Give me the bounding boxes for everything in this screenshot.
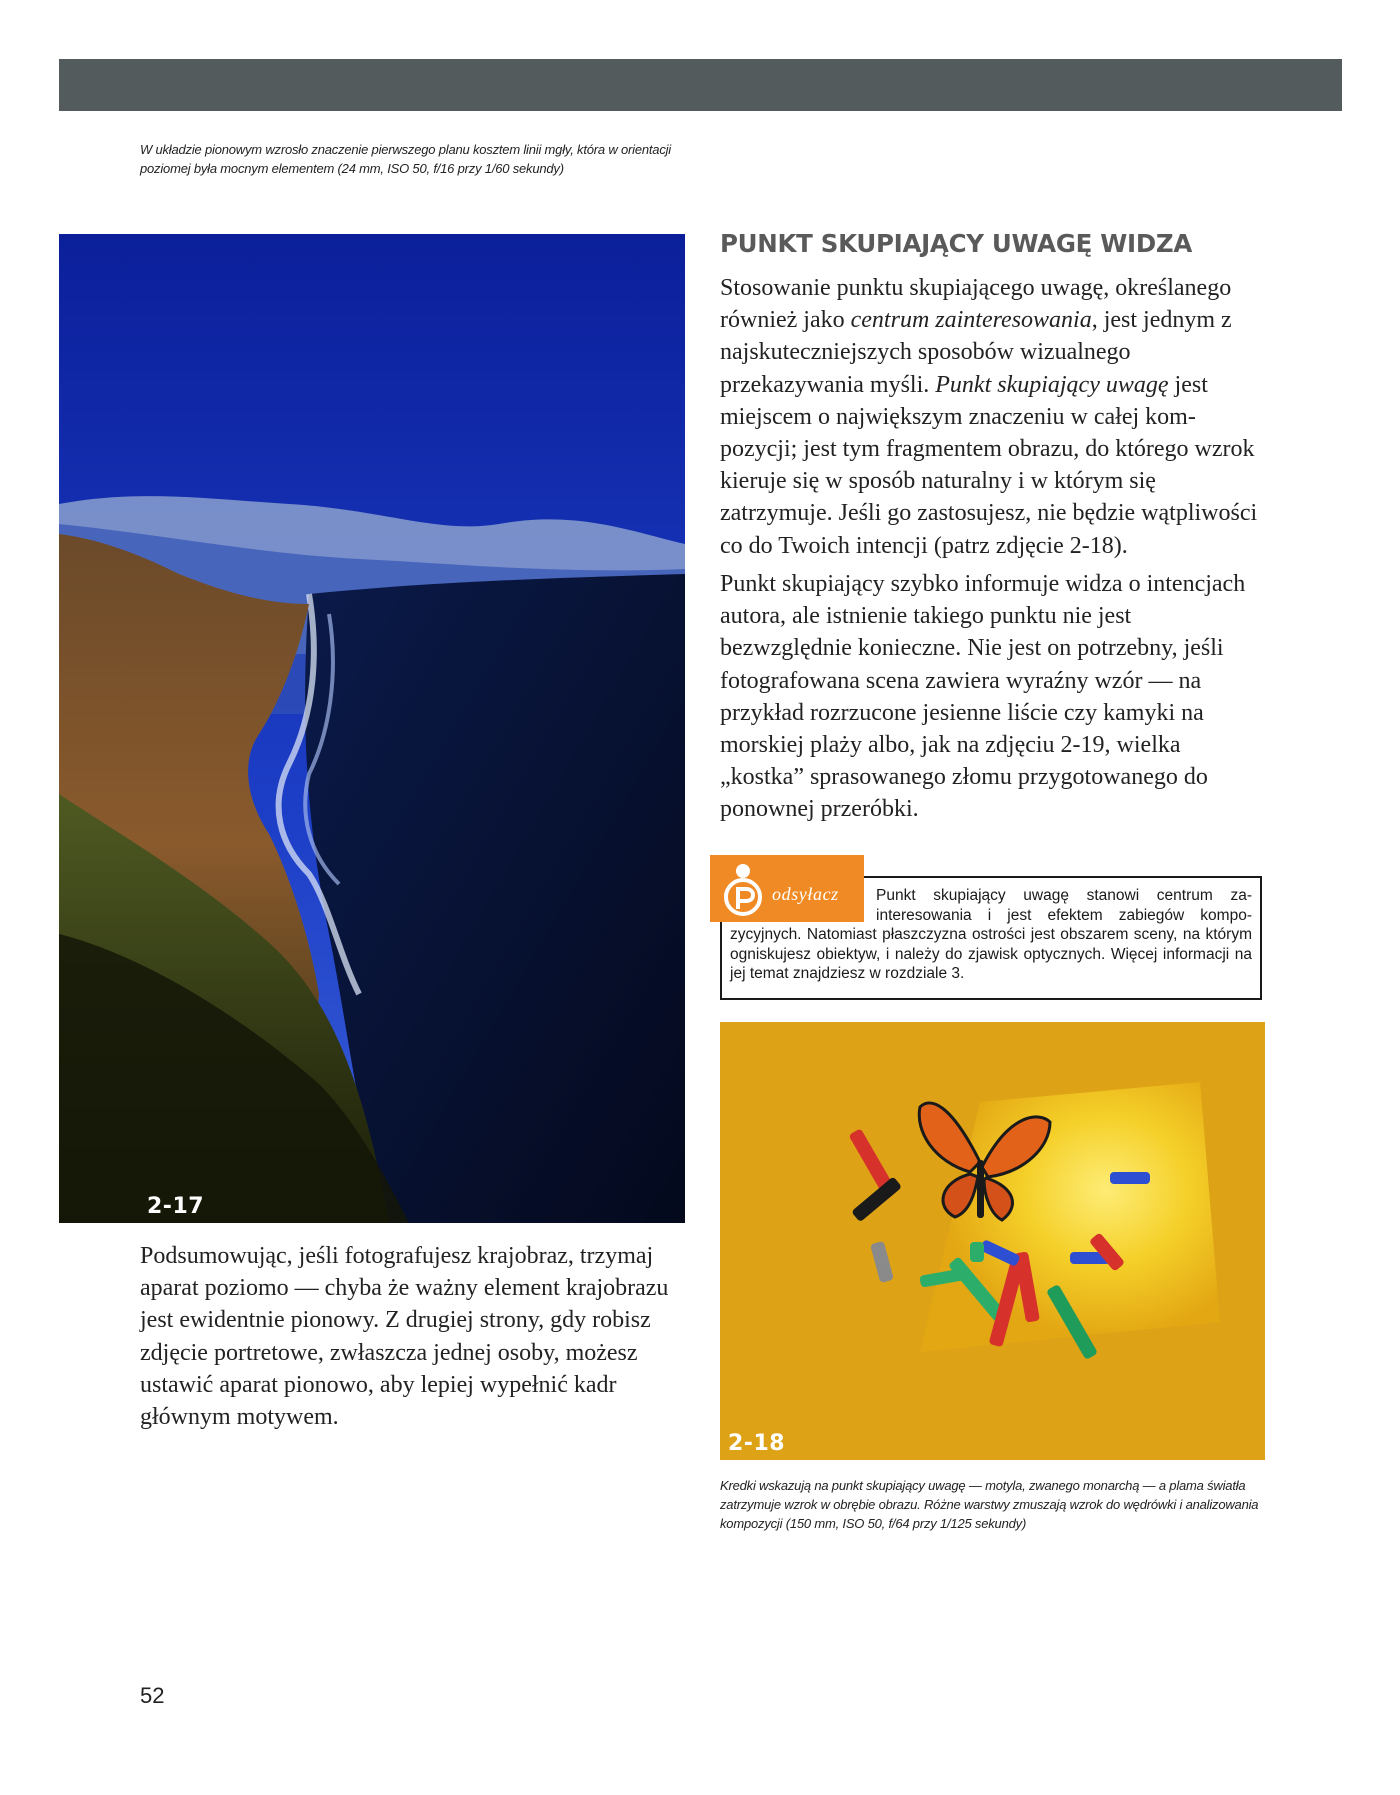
- cross-reference-label: odsyłacz: [772, 884, 839, 904]
- figure-caption-top: W układzie pionowym wzrosło znaczenie pierwszego planu kosztem linii mgły, która w orientacji poziomej była mocnym elementem (24 mm, ISO 50, f/16 przy 1/60 sekundy): [140, 142, 671, 176]
- cross-reference-text: Punkt skupiający uwagę stanowi centrum zainteresowania i jest efektem zabiegów kompozycyjnych. Natomiast płaszczyzna ostrości jest obszarem sceny, na którym ogniskujesz obiektyw, i należy do zjawisk optycznych. Więcej informacji na jej temat znajdziesz w rozdziale 3.: [730, 887, 1252, 982]
- page-number: 52: [140, 1683, 165, 1708]
- figure-caption-bottom: Kredki wskazują na punkt skupiający uwagę — motyla, zwanego monarchą — a plama światła zatrzymuje wzrok w obrębie obrazu. Różne warstwy zmuszają wzrok do wędrówki i analizowania kompozycji (150 mm, ISO 50, f/64 przy 1/125 sekundy): [720, 1478, 1259, 1531]
- header-bar: [59, 59, 1342, 111]
- body-paragraph-3: Podsumowując, jeśli fotografujesz krajobraz, trzymaj aparat poziomo — chyba że ważny element krajobrazu jest ewidentnie pionowy. Z drugiej strony, gdy robisz zdjęcie portretowe, zwłaszcza jednej osoby, możesz ustawić aparat pionowo, aby lepiej wypełnić kadr głównym motywem.: [140, 1243, 669, 1431]
- section-heading: PUNKT SKUPIAJĄCY UWAGĘ WIDZA: [720, 229, 1192, 258]
- coastline-image: [59, 234, 685, 1223]
- butterfly-photo: [720, 1022, 1265, 1460]
- body-paragraph-2: Punkt skupiający szybko informuje widza o intencjach autora, ale istnienie takiego punktu nie jest bezwzględnie konieczne. Nie jest on potrzebny, jeśli fotografowana scena zawiera wyraźny wzór — na przykład rozrzucone jesienne liście czy kamyki na morskiej plaży albo, jak na zdjęciu 2-19, wielka „kostka” sprasowanego złomu przygotowanego do ponownej przeróbki.: [720, 571, 1246, 823]
- figure-number: 2-18: [728, 1431, 786, 1456]
- butterfly-crayons-image: [720, 1022, 1265, 1460]
- figure-number: 2-17: [147, 1194, 205, 1219]
- landscape-photo: [59, 234, 685, 1223]
- body-paragraph-1: Stosowanie punktu skupiającego uwagę, określanego również jako centrum zainteresowania, jest jednym z najskuteczniejszych sposobów wizualnego przekazywania myśli. Punkt skupiający uwagę jest miejscem o największym znaczeniu w całej kompozycji; jest tym fragmentem obrazu, do którego wzrok kieruje się w sposób naturalny i w którym się zatrzymuje. Jeśli go zastosujesz, nie będzie wątpliwości co do Twoich intencji (patrz zdjęcie 2-18).: [720, 275, 1258, 559]
